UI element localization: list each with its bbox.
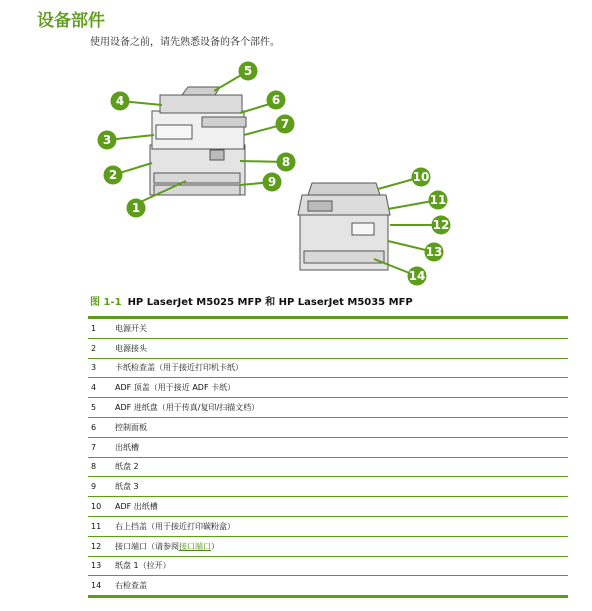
part-number: 11 bbox=[88, 516, 115, 536]
part-number: 1 bbox=[88, 318, 115, 339]
device-illustration bbox=[90, 55, 490, 287]
part-number: 6 bbox=[88, 417, 115, 437]
callout-4 bbox=[111, 92, 130, 111]
figure-caption-text: HP LaserJet M5025 MFP 和 HP LaserJet M5035 MFP bbox=[127, 297, 413, 308]
part-name-suffix: ） bbox=[211, 541, 219, 551]
part-number: 4 bbox=[88, 378, 115, 398]
part-name: ADF 进纸盘（用于传真/复印/扫描文档） bbox=[115, 398, 568, 418]
figure-label: 图 1-1 bbox=[90, 297, 122, 308]
svg-text:13: 13 bbox=[425, 245, 443, 259]
svg-text:12: 12 bbox=[432, 218, 450, 232]
part-number: 2 bbox=[88, 338, 115, 358]
svg-text:7: 7 bbox=[280, 117, 290, 131]
callout-8 bbox=[277, 153, 296, 172]
part-name: 卡纸检查盖（用于接近打印机卡纸） bbox=[115, 358, 568, 378]
callout-11 bbox=[429, 191, 448, 210]
table-row bbox=[88, 318, 568, 339]
callout-10 bbox=[412, 168, 431, 187]
callout-5 bbox=[239, 62, 258, 81]
callout-1 bbox=[127, 199, 146, 218]
part-number: 10 bbox=[88, 497, 115, 517]
part-number: 14 bbox=[91, 581, 102, 591]
callout-3 bbox=[98, 131, 117, 150]
svg-text:2: 2 bbox=[108, 168, 118, 182]
table-row bbox=[88, 398, 568, 418]
svg-text:5: 5 bbox=[243, 64, 253, 78]
svg-text:11: 11 bbox=[429, 193, 447, 207]
figure-caption bbox=[90, 293, 413, 308]
svg-text:4: 4 bbox=[115, 94, 125, 108]
table-row bbox=[88, 536, 568, 556]
svg-text:1: 1 bbox=[131, 201, 141, 215]
table-row bbox=[88, 497, 568, 517]
part-number: 3 bbox=[88, 358, 115, 378]
table-row bbox=[88, 556, 568, 576]
part-name: 出纸槽 bbox=[115, 437, 568, 457]
part-name: ADF 出纸槽 bbox=[115, 497, 568, 517]
interface-ports-link[interactable]: 接口端口 bbox=[179, 541, 211, 551]
intro-text: 使用设备之前，请先熟悉设备的各个部件。 bbox=[90, 37, 280, 48]
part-number: 5 bbox=[88, 398, 115, 418]
callout-7 bbox=[276, 115, 295, 134]
callout-9 bbox=[263, 173, 282, 192]
part-name bbox=[115, 536, 568, 556]
table-row bbox=[88, 378, 568, 398]
part-name-text: 接口端口（请参阅 bbox=[115, 541, 179, 551]
part-name: 控制面板 bbox=[115, 417, 568, 437]
part-number: 7 bbox=[88, 437, 115, 457]
printer-m5035-drawing bbox=[150, 87, 246, 195]
part-number: 12 bbox=[88, 536, 115, 556]
table-row bbox=[88, 338, 568, 358]
table-row bbox=[88, 516, 568, 536]
part-name: 电源开关 bbox=[115, 318, 568, 339]
table-row bbox=[88, 437, 568, 457]
callout-6 bbox=[267, 91, 286, 110]
part-name: 纸盘 2 bbox=[115, 457, 568, 477]
section-title: 设备部件 bbox=[37, 11, 105, 31]
printer-m5025-drawing bbox=[298, 183, 390, 270]
table-row bbox=[88, 457, 568, 477]
callout-2 bbox=[104, 166, 123, 185]
part-number: 9 bbox=[88, 477, 115, 497]
part-name: ADF 顶盖（用于接近 ADF 卡纸） bbox=[115, 378, 568, 398]
svg-text:6: 6 bbox=[271, 93, 281, 107]
svg-text:10: 10 bbox=[412, 170, 430, 184]
callout-14 bbox=[408, 267, 427, 286]
table-row bbox=[88, 417, 568, 437]
part-name: 纸盘 1（拉开） bbox=[115, 556, 568, 576]
svg-text:3: 3 bbox=[102, 133, 112, 147]
callout-12 bbox=[432, 216, 451, 235]
table-row bbox=[88, 477, 568, 497]
part-name: 右检查盖 bbox=[115, 581, 147, 591]
callout-13 bbox=[425, 243, 444, 262]
part-name: 电源接头 bbox=[115, 338, 568, 358]
part-name: 纸盘 3 bbox=[115, 477, 568, 497]
part-number: 13 bbox=[88, 556, 115, 576]
svg-text:9: 9 bbox=[267, 175, 277, 189]
part-name: 右上挡盖（用于接近打印碳粉盒） bbox=[115, 516, 568, 536]
parts-table bbox=[88, 316, 568, 598]
svg-text:8: 8 bbox=[281, 155, 291, 169]
part-number: 8 bbox=[88, 457, 115, 477]
svg-text:14: 14 bbox=[408, 269, 426, 283]
table-row bbox=[88, 576, 568, 597]
table-row bbox=[88, 358, 568, 378]
